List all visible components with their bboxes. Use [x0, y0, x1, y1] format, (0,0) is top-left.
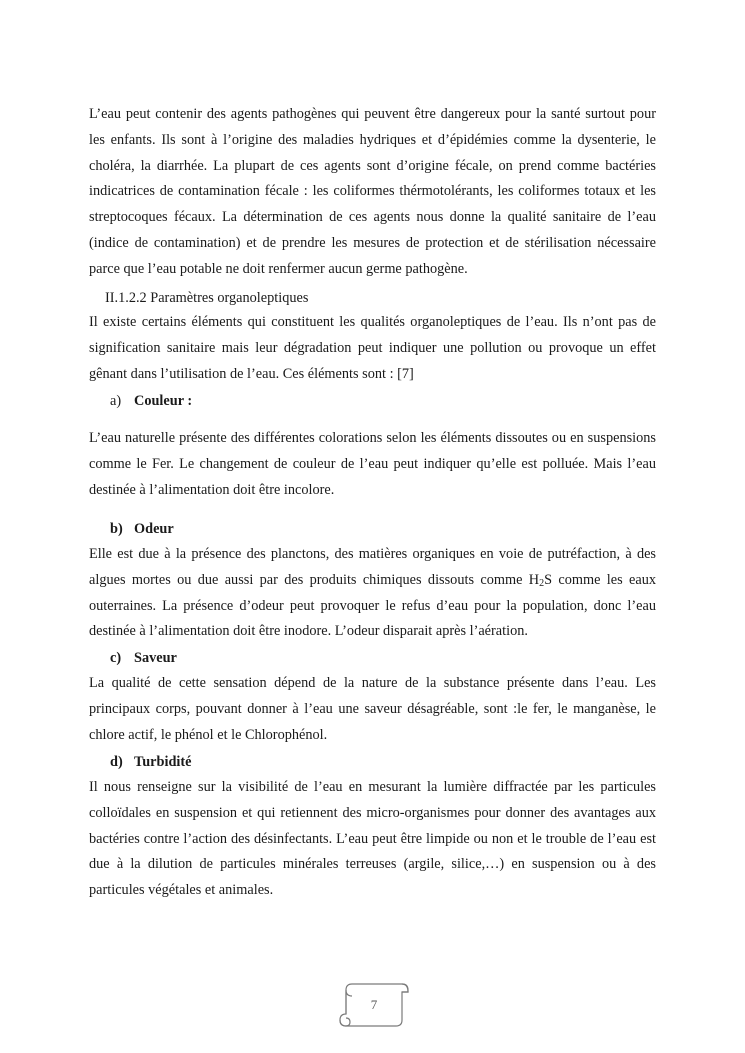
paragraph-pathogens: L’eau peut contenir des agents pathogènes qui peuvent être dangereux pour la santé surtout pour les enfants. Ils sont à l’origine des maladies hydriques et d’épidémies comme la dysenterie, le choléra, la diarrhée. La plupart de ces agents sont d’origine fécale, on prend comme bactéries indicatrices de contamination fécale : les coliformes thérmotolérants, les coliformes totaux et les streptocoques fécaux. La détermination de ces agents nous donne la qualité sanitaire de l’eau (indice de contamination) et de prendre les mesures de protection et de stérilisation nécessaire parce que l’eau potable ne doit renfermer aucun germe pathogène.	[89, 106, 656, 277]
section-heading: II.1.2.2 Paramètres organoleptiques	[105, 290, 309, 306]
odeur-subscript: 2	[539, 577, 545, 589]
heading-saveur	[110, 648, 177, 668]
paragraph-couleur: L’eau naturelle présente des différentes colorations selon les éléments dissoutes ou en suspensions comme le Fer. Le changement de couleur de l’eau peut indiquer qu’elle est polluée. Mais l’eau destinée à l’alimentation doit être incolore.	[89, 430, 656, 498]
paragraph-odeur	[89, 542, 656, 645]
paragraph-intro-organoleptic: Il existe certains éléments qui constituent les qualités organoleptiques de l’eau. Ils n’ont pas de signification sanitaire mais leur dégradation peut indiquer une pollution ou provoque un effet gênant dans l’utilisation de l’eau. Ces éléments sont : [7]	[89, 314, 656, 382]
paragraph-saveur: La qualité de cette sensation dépend de la nature de la substance présente dans l’eau. Les principaux corps, pouvant donner à l’eau une saveur désagréable, sont :le fer, le manganèse, le chlore actif, le phénol et le Chlorophénol.	[89, 675, 656, 743]
heading-couleur	[110, 391, 193, 411]
page-number: 7	[370, 997, 378, 1012]
heading-turbidite-title: Turbidité	[134, 754, 192, 770]
heading-saveur-label: c)	[110, 650, 122, 666]
heading-turbidite-label: d)	[110, 754, 123, 770]
odeur-text-before: Elle est due à la présence des planctons, des matières organiques en voie de putréfaction, à des algues mortes ou due aussi par des produits chimiques dissouts comme H	[89, 546, 656, 588]
paragraph-turbidite: Il nous renseigne sur la visibilité de l’eau en mesurant la lumière diffractée par les particules colloïdales en suspension et qui retiennent des micro-organismes pour donner des avantages aux bactéries contre l’action des désinfectants. L’eau peut être limpide ou non et le trouble de l’eau est due à la dilution de particules minérales terreuses (argile, silice,…) en suspension ou à des particules végétales et animales.	[89, 779, 656, 899]
heading-odeur-label: b)	[110, 521, 123, 537]
heading-couleur-title: Couleur :	[134, 393, 193, 409]
heading-couleur-label: a)	[110, 393, 122, 409]
odeur-text-after: S comme les eaux outerraines. La présence d’odeur peut provoquer le refus d’eau pour la population, donc l’eau destinée à l’alimentation doit être inodore. L’odeur disparait après l’aération.	[89, 571, 657, 640]
heading-odeur	[110, 519, 174, 539]
heading-turbidite	[110, 752, 192, 772]
heading-saveur-title: Saveur	[134, 650, 177, 666]
heading-odeur-title: Odeur	[134, 521, 174, 537]
